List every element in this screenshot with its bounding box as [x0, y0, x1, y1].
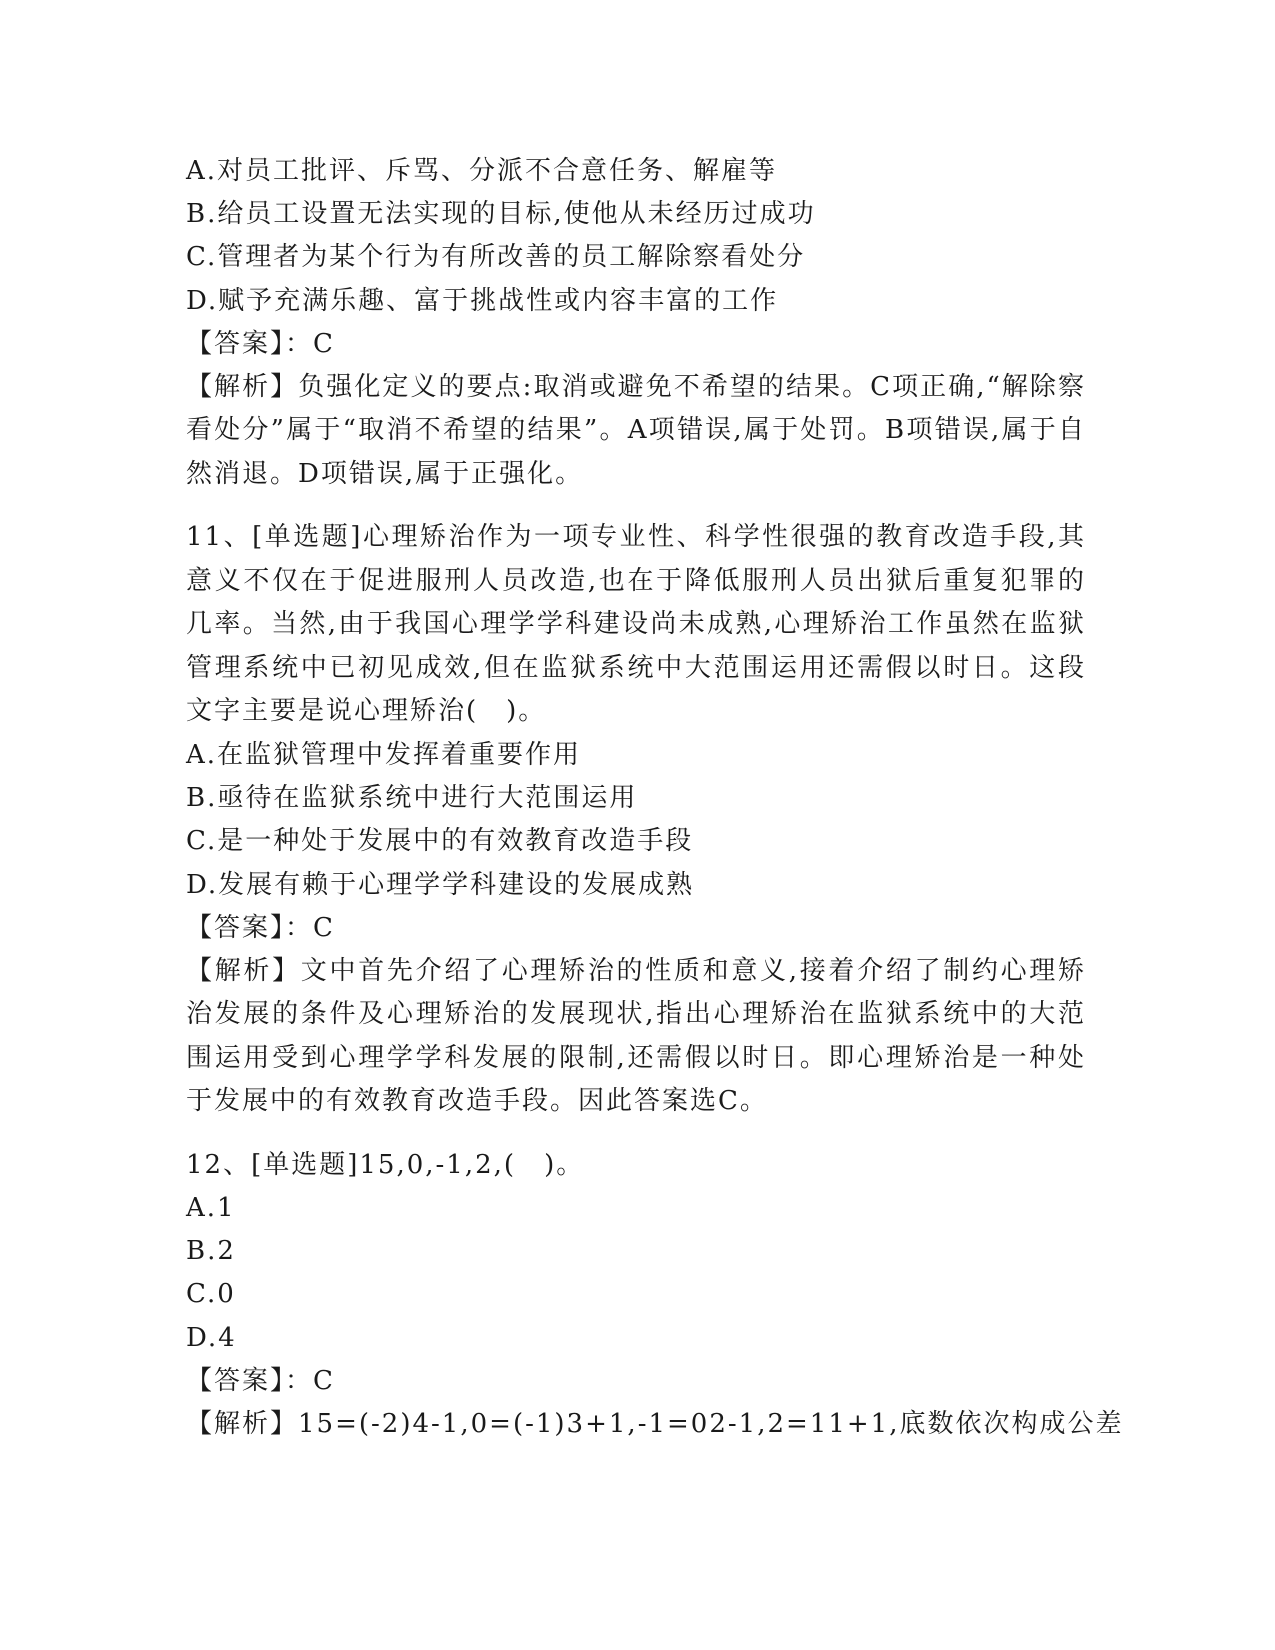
q11-option-a: A.在监狱管理中发挥着重要作用 [186, 739, 582, 770]
question-12-block [186, 1144, 1124, 1446]
spacer [186, 496, 1086, 516]
q10-option-a: A.对员工批评、斥骂、分派不合意任务、解雇等 [186, 156, 778, 186]
q11-option-b: B.亟待在监狱系统中进行大范围运用 [186, 783, 638, 814]
q10-analysis: 【解析】负强化定义的要点:取消或避免不希望的结果。C项正确,“解除察看处分”属于“取消不希望的结果”。A项错误,属于处罚。B项错误,属于自然消退。D项错误,属于正强化。 [186, 371, 1086, 489]
q11-answer: 【答案】：C [186, 912, 335, 943]
q10-option-c: C.管理者为某个行为有所改善的员工解除察看处分 [186, 242, 806, 273]
q11-stem: 11、[单选题]心理矫治作为一项专业性、科学性很强的教育改造手段,其意义不仅在于促进服刑人员改造,也在于降低服刑人员出狱后重复犯罪的几率。当然,由于我国心理学学科建设尚未成熟,心理矫治工作虽然在监狱管理系统中已初见成效,但在监狱系统中大范围运用还需假以时日。这段文字主要是说心理矫治( )。 [186, 522, 1086, 727]
q12-analysis: 【解析】15=(-2)4-1,0=(-1)3+1,-1=02-1,2=11+1,底数依次构成公差 [186, 1409, 1124, 1439]
q12-option-a: A.1 [186, 1193, 236, 1224]
q12-option-c: C.0 [186, 1279, 236, 1310]
q11-option-d: D.发展有赖于心理学学科建设的发展成熟 [186, 869, 695, 900]
question-11-block [186, 516, 1086, 1123]
q10-option-d: D.赋予充满乐趣、富于挑战性或内容丰富的工作 [186, 285, 779, 316]
q12-option-d: D.4 [186, 1322, 237, 1353]
document-content [186, 150, 1124, 1446]
spacer [186, 1124, 1086, 1144]
q12-stem: 12、[单选题]15,0,-1,2,( )。 [186, 1149, 585, 1180]
q11-option-c: C.是一种处于发展中的有效教育改造手段 [186, 826, 694, 857]
q10-option-b: B.给员工设置无法实现的目标,使他从未经历过成功 [186, 199, 816, 230]
q12-answer: 【答案】：C [186, 1365, 335, 1396]
q10-answer: 【答案】：C [186, 328, 335, 359]
q12-option-b: B.2 [186, 1236, 236, 1267]
question-10-block [186, 150, 1086, 496]
q11-analysis: 【解析】文中首先介绍了心理矫治的性质和意义,接着介绍了制约心理矫治发展的条件及心理矫治的发展现状,指出心理矫治在监狱系统中的大范围运用受到心理学学科发展的限制,还需假以时日。即心理矫治是一种处于发展中的有效教育改造手段。因此答案选C。 [186, 955, 1086, 1117]
